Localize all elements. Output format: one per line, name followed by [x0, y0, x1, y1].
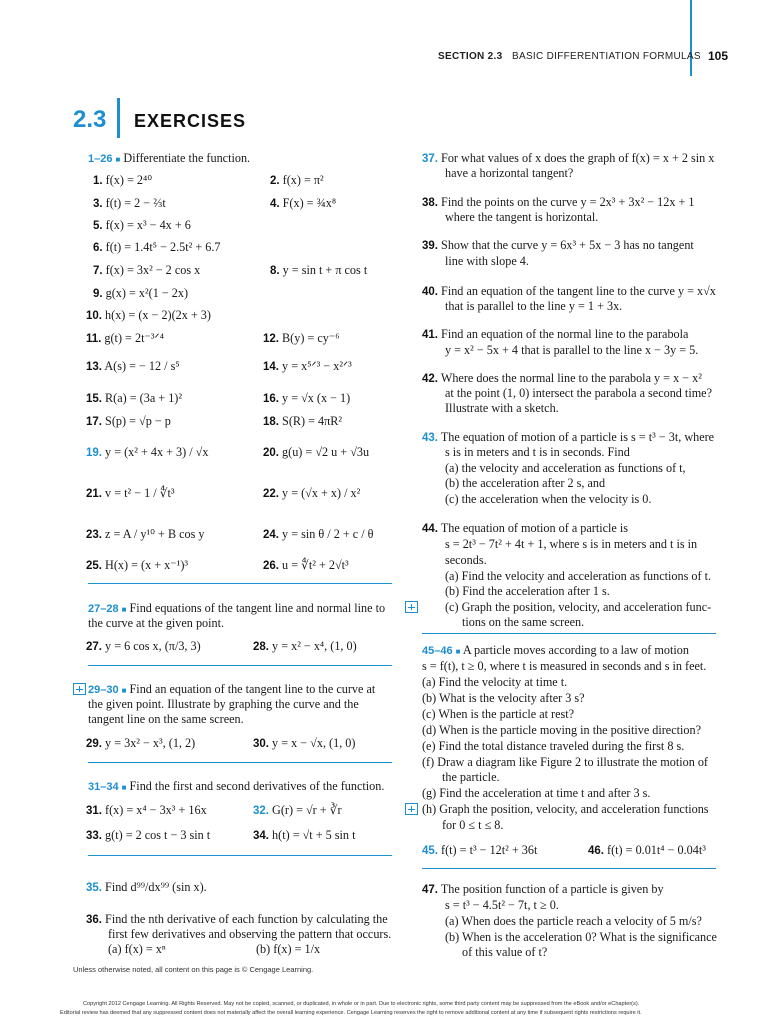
exercise-22: 22. y = (√x + x) / x² — [263, 486, 361, 500]
section-title: EXERCISES — [134, 111, 247, 131]
exercise-39-cont: line with slope 4. — [445, 254, 529, 268]
exercise-41-cont: y = x² − 5x + 4 that is parallel to the line x − 3y = 5. — [445, 343, 699, 357]
exercise-44-b: (b) Find the acceleration after 1 s. — [445, 584, 610, 598]
exercise-32: 32. G(r) = √r + ∛r — [253, 803, 342, 817]
exercise-44: 44. The equation of motion of a particle is — [422, 521, 628, 535]
exercise-46: 46. f(t) = 0.01t⁴ − 0.04t³ — [588, 843, 706, 857]
range-31-34: 31–34 ■ Find the first and second derivatives of the function. — [88, 779, 385, 793]
part-e: (e) Find the total distance traveled during the first 8 s. — [422, 739, 685, 753]
page-number: 105 — [708, 49, 729, 63]
range-29-30: 29–30 ■ Find an equation of the tangent line to the curve at — [88, 682, 376, 696]
exercise-45: 45. f(t) = t³ − 12t² + 36t — [422, 843, 538, 857]
exercise-44-cont: seconds. — [445, 553, 487, 567]
range-27-28: 27–28 ■ Find equations of the tangent line and normal line to — [88, 601, 386, 615]
part-a: (a) Find the velocity at time t. — [422, 675, 568, 689]
exercise-28: 28. y = x² − x⁴, (1, 0) — [253, 639, 357, 653]
part-c: (c) When is the particle at rest? — [422, 707, 575, 721]
exercise-47: 47. The position function of a particle is given by — [422, 882, 664, 896]
exercise-44-c: (c) Graph the position, velocity, and acceleration func- — [445, 600, 712, 614]
section-number: 2.3 — [73, 106, 107, 133]
exercise-42-cont: Illustrate with a sketch. — [445, 401, 559, 415]
exercise-21: 21. v = t² − 1 / ∜t³ — [86, 486, 175, 500]
divider — [422, 633, 716, 634]
divider — [88, 583, 392, 584]
exercise-44-cont: s = 2t³ − 7t² + 4t + 1, where s is in meters and t is in — [445, 537, 698, 551]
exercise-7: 7. f(x) = 3x² − 2 cos x — [93, 263, 201, 277]
exercise-47-b-cont: of this value of t? — [462, 945, 548, 959]
exercise-14: 14. y = x⁵ᐟ³ − x²ᐟ³ — [263, 359, 352, 373]
exercise-41: 41. Find an equation of the normal line to the parabola — [422, 327, 689, 341]
exercise-35: 35. Find d⁹⁹/dx⁹⁹ (sin x). — [86, 880, 207, 894]
exercise-12: 12. B(y) = cy⁻⁶ — [263, 331, 340, 345]
exercise-26: 26. u = ∜t² + 2√t³ — [263, 558, 349, 572]
range-1-26: 1–26 ■ Differentiate the function. — [88, 151, 251, 165]
header-section: SECTION 2.3 — [438, 51, 503, 62]
exercise-43-c: (c) the acceleration when the velocity is 0. — [445, 492, 652, 506]
part-b: (b) What is the velocity after 3 s? — [422, 691, 585, 705]
exercise-38-cont: where the tangent is horizontal. — [445, 210, 599, 224]
part-f-cont: the particle. — [442, 770, 500, 784]
header-accent-bar — [690, 0, 692, 76]
exercise-1: 1. f(x) = 2⁴⁰ — [93, 173, 153, 187]
part-h: (h) Graph the position, velocity, and acceleration functions — [422, 802, 709, 816]
exercise-8: 8. y = sin t + π cos t — [270, 263, 368, 277]
copyright-line-2: Editorial review has deemed that any suppressed content does not materially affect the overall learning experience. Cengage Learning reserves the right to remove additional content at any time if subsequent rights restrictions require it. — [60, 1010, 642, 1016]
exercise-44-a: (a) Find the velocity and acceleration as functions of t. — [445, 569, 712, 583]
exercise-25: 25. H(x) = (x + x⁻¹)³ — [86, 558, 189, 572]
copyright-line-1: Copyright 2012 Cengage Learning. All Rights Reserved. May not be copied, scanned, or duplicated, in whole or in part. Due to electronic rights, some third party content may be suppressed from the eBook and/or eChapter(s). — [83, 1001, 640, 1007]
graphing-device-icon — [405, 803, 418, 815]
exercise-9: 9. g(x) = x²(1 − 2x) — [93, 286, 189, 300]
exercise-11: 11. g(t) = 2t⁻³ᐟ⁴ — [86, 331, 164, 345]
divider — [88, 855, 392, 856]
section-divider — [117, 98, 120, 138]
exercise-23: 23. z = A / y¹⁰ + B cos y — [86, 527, 205, 541]
exercise-37-cont: have a horizontal tangent? — [445, 166, 574, 180]
exercise-13: 13. A(s) = − 12 / s⁵ — [86, 359, 180, 373]
part-g: (g) Find the acceleration at time t and after 3 s. — [422, 786, 651, 800]
exercise-43-a: (a) the velocity and acceleration as functions of t, — [445, 461, 686, 475]
exercise-2: 2. f(x) = π² — [270, 173, 324, 187]
graphing-device-icon — [405, 601, 418, 613]
exercise-18: 18. S(R) = 4πR² — [263, 414, 343, 428]
exercise-36-b: (b) f(x) = 1/x — [256, 942, 321, 956]
exercise-43: 43. The equation of motion of a particle is s = t³ − 3t, where — [422, 430, 715, 444]
exercise-17: 17. S(p) = √p − p — [86, 414, 171, 428]
range-29-30-cont: the given point. Illustrate by graphing the curve and the — [88, 697, 359, 711]
exercise-37: 37. For what values of x does the graph of f(x) = x + 2 sin x — [422, 151, 715, 165]
exercise-38: 38. Find the points on the curve y = 2x³ + 3x² − 12x + 1 — [422, 195, 695, 209]
exercise-43-cont: s is in meters and t is in seconds. Find — [445, 445, 630, 459]
range-29-30-cont: tangent line on the same screen. — [88, 712, 244, 726]
exercise-36: 36. Find the nth derivative of each function by calculating the — [86, 912, 388, 926]
exercise-34: 34. h(t) = √t + 5 sin t — [253, 828, 356, 842]
exercise-15: 15. R(a) = (3a + 1)² — [86, 391, 183, 405]
exercise-27: 27. y = 6 cos x, (π/3, 3) — [86, 639, 201, 653]
exercise-40-cont: that is parallel to the line y = 1 + 3x. — [445, 299, 623, 313]
content-note: Unless otherwise noted, all content on this page is © Cengage Learning. — [73, 965, 314, 974]
exercise-6: 6. f(t) = 1.4t⁵ − 2.5t² + 6.7 — [93, 240, 221, 254]
divider — [422, 868, 716, 869]
exercise-44-c-cont: tions on the same screen. — [462, 615, 585, 629]
exercise-4: 4. F(x) = ¾x⁸ — [270, 196, 337, 210]
part-f: (f) Draw a diagram like Figure 2 to illustrate the motion of — [422, 755, 708, 769]
exercise-36-cont: first few derivatives and observing the pattern that occurs. — [108, 927, 392, 941]
divider — [88, 762, 392, 763]
exercise-29: 29. y = 3x² − x³, (1, 2) — [86, 736, 196, 750]
part-h-cont: for 0 ≤ t ≤ 8. — [442, 818, 504, 832]
range-27-28-cont: the curve at the given point. — [88, 616, 225, 630]
exercise-19: 19. y = (x² + 4x + 3) / √x — [86, 445, 209, 459]
exercise-3: 3. f(t) = 2 − ⅔t — [93, 196, 166, 210]
exercise-31: 31. f(x) = x⁴ − 3x³ + 16x — [86, 803, 207, 817]
range-45-46-cont: s = f(t), t ≥ 0, where t is measured in seconds and s in feet. — [422, 659, 707, 673]
graphing-device-icon — [73, 683, 86, 695]
exercise-24: 24. y = sin θ / 2 + c / θ — [263, 527, 374, 541]
exercise-40: 40. Find an equation of the tangent line to the curve y = x√x — [422, 284, 716, 298]
exercise-47-b: (b) When is the acceleration 0? What is the significance — [445, 930, 717, 944]
exercise-20: 20. g(u) = √2 u + √3u — [263, 445, 370, 459]
header-title: BASIC DIFFERENTIATION FORMULAS — [512, 51, 701, 62]
exercise-47-cont: s = t³ − 4.5t² − 7t, t ≥ 0. — [445, 898, 559, 912]
exercise-39: 39. Show that the curve y = 6x³ + 5x − 3 has no tangent — [422, 238, 694, 252]
range-45-46: 45–46 ■ A particle moves according to a law of motion — [422, 643, 689, 657]
exercise-30: 30. y = x − √x, (1, 0) — [253, 736, 356, 750]
exercise-16: 16. y = √x (x − 1) — [263, 391, 351, 405]
exercise-42: 42. Where does the normal line to the parabola y = x − x² — [422, 371, 702, 385]
exercise-10: 10. h(x) = (x − 2)(2x + 3) — [86, 308, 211, 322]
exercise-47-a: (a) When does the particle reach a velocity of 5 m/s? — [445, 914, 702, 928]
exercise-5: 5. f(x) = x³ − 4x + 6 — [93, 218, 191, 232]
exercise-42-cont: at the point (1, 0) intersect the parabola a second time? — [445, 386, 713, 400]
exercise-36-a: (a) f(x) = xⁿ — [108, 942, 166, 956]
exercise-43-b: (b) the acceleration after 2 s, and — [445, 476, 606, 490]
exercise-33: 33. g(t) = 2 cos t − 3 sin t — [86, 828, 211, 842]
divider — [88, 665, 392, 666]
part-d: (d) When is the particle moving in the positive direction? — [422, 723, 701, 737]
